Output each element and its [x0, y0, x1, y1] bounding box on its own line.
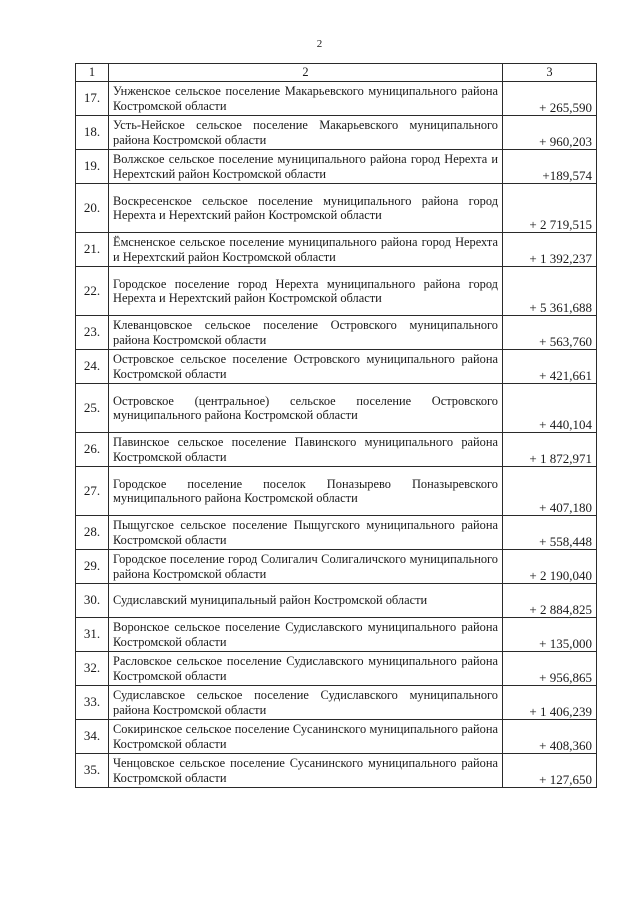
- row-number: 24.: [76, 350, 109, 384]
- amount: + 407,180: [503, 467, 597, 516]
- table-row: [76, 350, 597, 384]
- municipality-name: Сокиринское сельское поселение Сусанинского муниципального района Костромской области: [109, 720, 503, 754]
- municipality-name: Волжское сельское поселение муниципального района город Нерехта и Нерехтский район Костромской области: [109, 150, 503, 184]
- row-number: 29.: [76, 550, 109, 584]
- row-number: 32.: [76, 652, 109, 686]
- table-row: [76, 652, 597, 686]
- row-number: 30.: [76, 584, 109, 618]
- table-row: [76, 516, 597, 550]
- allocation-table: [75, 63, 597, 788]
- municipality-name: Островское (центральное) сельское поселение Островского муниципального района Костромской области: [109, 384, 503, 433]
- table-row: [76, 384, 597, 433]
- amount: + 2 190,040: [503, 550, 597, 584]
- municipality-name: Ченцовское сельское поселение Сусанинского муниципального района Костромской области: [109, 754, 503, 788]
- row-number: 33.: [76, 686, 109, 720]
- amount: + 960,203: [503, 116, 597, 150]
- amount: + 265,590: [503, 82, 597, 116]
- row-number: 17.: [76, 82, 109, 116]
- row-number: 26.: [76, 433, 109, 467]
- table-row: [76, 116, 597, 150]
- table-row: [76, 433, 597, 467]
- amount: + 558,448: [503, 516, 597, 550]
- municipality-name: Островское сельское поселение Островского муниципального района Костромской области: [109, 350, 503, 384]
- municipality-name: Воскресенское сельское поселение муниципального района город Нерехта и Нерехтский район Костромской области: [109, 184, 503, 233]
- municipality-name: Павинское сельское поселение Павинского муниципального района Костромской области: [109, 433, 503, 467]
- row-number: 34.: [76, 720, 109, 754]
- row-number: 21.: [76, 233, 109, 267]
- amount: + 563,760: [503, 316, 597, 350]
- amount: + 956,865: [503, 652, 597, 686]
- amount: + 1 392,237: [503, 233, 597, 267]
- amount: + 408,360: [503, 720, 597, 754]
- municipality-name: Унженское сельское поселение Макарьевского муниципального района Костромской области: [109, 82, 503, 116]
- municipality-name: Городское поселение город Солигалич Солигаличского муниципального района Костромской области: [109, 550, 503, 584]
- table-row: [76, 584, 597, 618]
- amount: + 421,661: [503, 350, 597, 384]
- row-number: 20.: [76, 184, 109, 233]
- amount: + 2 719,515: [503, 184, 597, 233]
- table-row: [76, 618, 597, 652]
- table-row: [76, 150, 597, 184]
- municipality-name: Усть-Нейское сельское поселение Макарьевского муниципального района Костромской области: [109, 116, 503, 150]
- amount: + 5 361,688: [503, 267, 597, 316]
- row-number: 19.: [76, 150, 109, 184]
- table-row: [76, 316, 597, 350]
- page-number: 2: [316, 38, 323, 50]
- amount: + 1 406,239: [503, 686, 597, 720]
- amount: + 127,650: [503, 754, 597, 788]
- row-number: 23.: [76, 316, 109, 350]
- table-row: [76, 267, 597, 316]
- row-number: 18.: [76, 116, 109, 150]
- table-row: [76, 754, 597, 788]
- table-row: [76, 467, 597, 516]
- municipality-name: Судиславское сельское поселение Судиславского муниципального района Костромской области: [109, 686, 503, 720]
- amount: +189,574: [503, 150, 597, 184]
- amount: + 2 884,825: [503, 584, 597, 618]
- table-row: [76, 550, 597, 584]
- municipality-name: Воронское сельское поселение Судиславского муниципального района Костромской области: [109, 618, 503, 652]
- amount: + 135,000: [503, 618, 597, 652]
- column-header-number: 1: [76, 64, 109, 82]
- table-row: [76, 184, 597, 233]
- municipality-name: Городское поселение поселок Поназырево Поназыревского муниципального района Костромской области: [109, 467, 503, 516]
- column-header-amount: 3: [503, 64, 597, 82]
- municipality-name: Клеванцовское сельское поселение Островского муниципального района Костромской области: [109, 316, 503, 350]
- municipality-name: Пыщугское сельское поселение Пыщугского муниципального района Костромской области: [109, 516, 503, 550]
- table-row: [76, 233, 597, 267]
- row-number: 35.: [76, 754, 109, 788]
- row-number: 22.: [76, 267, 109, 316]
- row-number: 25.: [76, 384, 109, 433]
- municipality-name: Ёмсненское сельское поселение муниципального района город Нерехта и Нерехтский район Костромской области: [109, 233, 503, 267]
- municipality-name: Расловское сельское поселение Судиславского муниципального района Костромской области: [109, 652, 503, 686]
- column-header-name: 2: [109, 64, 503, 82]
- row-number: 31.: [76, 618, 109, 652]
- table-row: [76, 720, 597, 754]
- row-number: 28.: [76, 516, 109, 550]
- table-row: [76, 686, 597, 720]
- municipality-name: Судиславский муниципальный район Костромской области: [109, 584, 503, 618]
- table-row: [76, 82, 597, 116]
- amount: + 1 872,971: [503, 433, 597, 467]
- municipality-name: Городское поселение город Нерехта муниципального района город Нерехта и Нерехтский район Костромской области: [109, 267, 503, 316]
- row-number: 27.: [76, 467, 109, 516]
- table-header-row: [76, 64, 597, 82]
- amount: + 440,104: [503, 384, 597, 433]
